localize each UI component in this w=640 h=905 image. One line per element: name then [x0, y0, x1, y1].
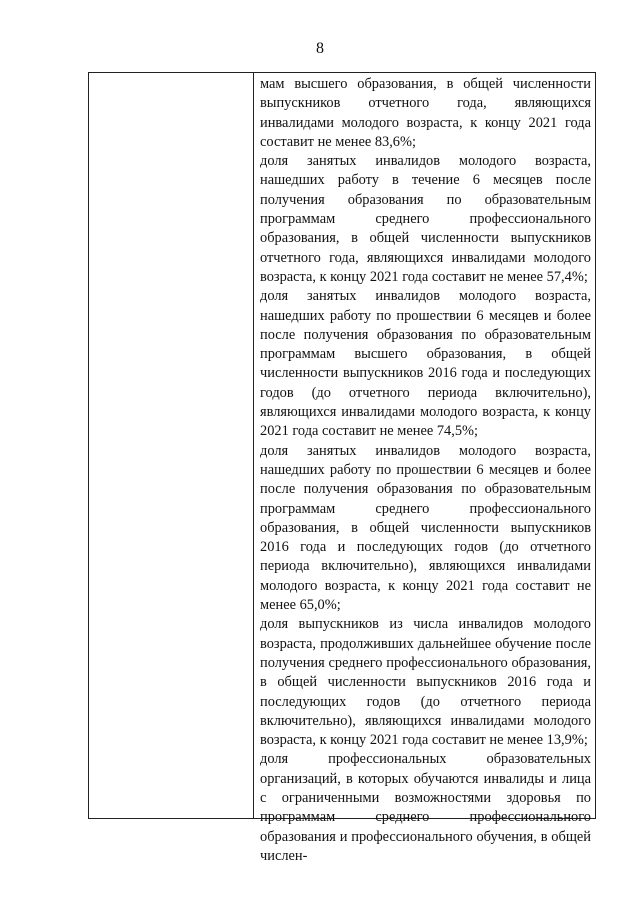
table — [88, 72, 596, 864]
table-cell-text — [260, 75, 591, 866]
paragraph: доля занятых инвалидов молодого возраста, нашедших работу в течение 6 месяцев после получения образования по образовательным программам среднего профессионального образования, в общей численности выпускников отчетного года, являющихся инвалидами молодого возраста, к концу 2021 года составит не менее 57,4%; — [260, 153, 591, 285]
table-left-column — [89, 73, 254, 818]
paragraph: доля выпускников из числа инвалидов молодого возраста, продолживших дальнейшее обучение после получения среднего профессионального образования, в общей численности выпускников 2016 года и последующих годов (до отчетного периода включительно), являющихся инвалидами молодого возраста, к концу 2021 года составит не менее 13,9%; — [260, 616, 591, 749]
paragraph: доля профессиональных образовательных организаций, в которых обучаются инвалиды и лица с ограниченными возможностями здоровья по программам среднего профессионального образования и профессионального обучения, в общей числен- — [260, 751, 591, 864]
paragraph: доля занятых инвалидов молодого возраста, нашедших работу по прошествии 6 месяцев и более после получения образования по образовательным программам среднего профессионального образования, в общей численности выпускников 2016 года и последующих годов (до отчетного периода включительно), являющихся инвалидами молодого возраста, к концу 2021 года составит не менее 65,0%; — [260, 442, 591, 614]
paragraph: доля занятых инвалидов молодого возраста, нашедших работу по прошествии 6 месяцев и более после получения образования по образовательным программам высшего образования, в общей численности выпускников 2016 года и последующих годов (до отчетного периода включительно), являющихся инвалидами молодого возраста, к концу 2021 года составит не менее 74,5%; — [260, 288, 591, 440]
page-number: 8 — [316, 40, 324, 57]
paragraph: мам высшего образования, в общей численности выпускников отчетного года, являющихся инвалидами молодого возраста, к концу 2021 года составит не менее 83,6%; — [260, 76, 591, 150]
table-right-column — [254, 73, 595, 864]
